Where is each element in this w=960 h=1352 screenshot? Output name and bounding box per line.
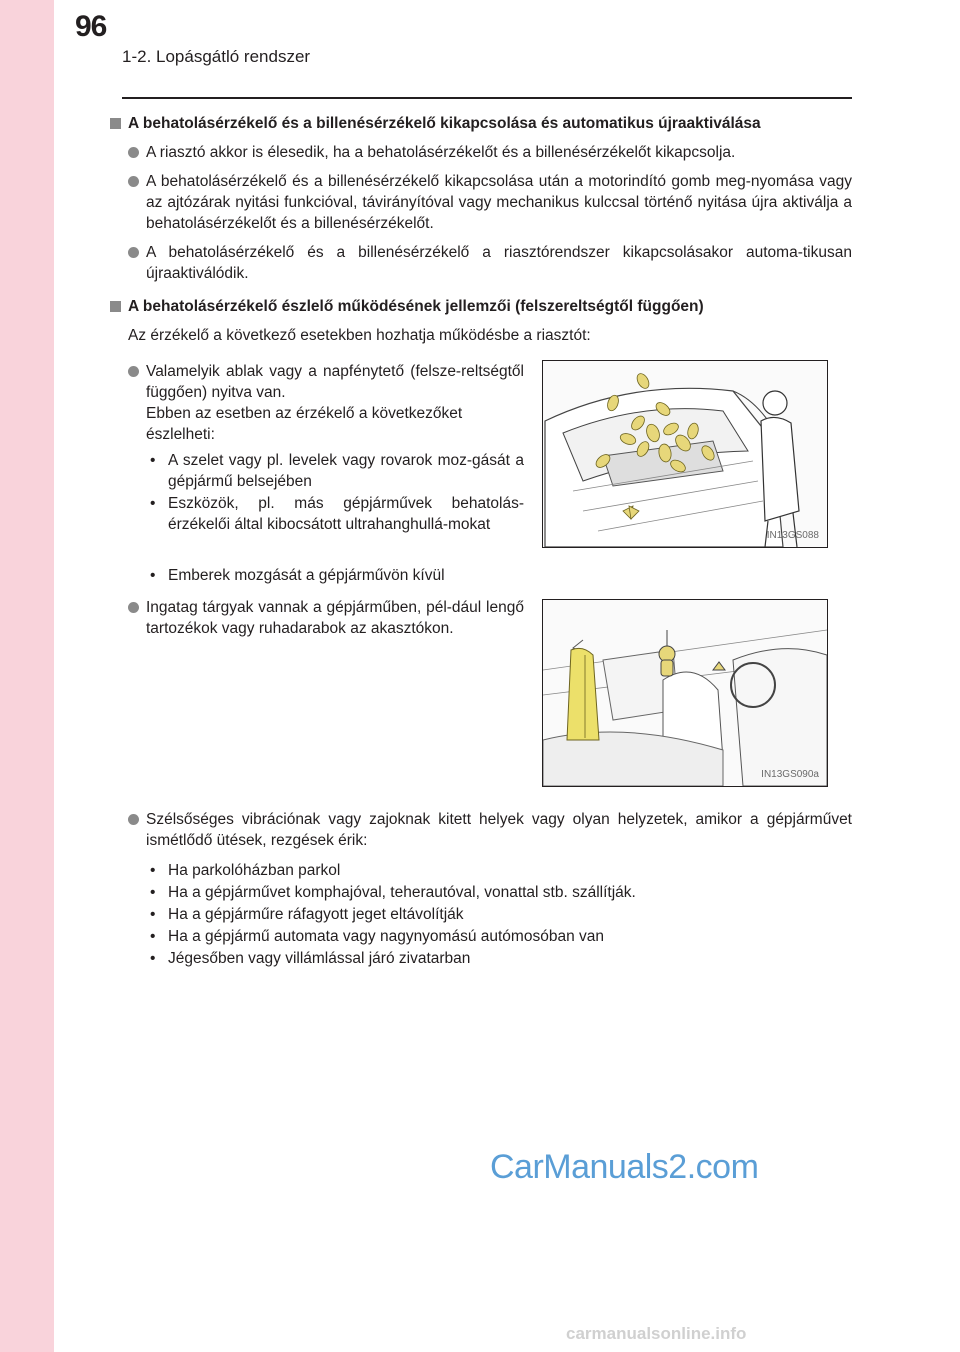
sec2-intro: Az érzékelő a következő esetekben hozhatja működésbe a riasztót: [128,327,591,344]
item3-subitem-5 [150,948,852,969]
sec1-item-3: A behatolásérzékelő és a billenésérzékelő a riasztórendszer kikapcsolásakor automa-tikusan újraaktiválódik. [146,244,852,282]
square-bullet-icon [110,118,121,129]
item1-text2: Ebben az esetben az érzékelő a következőket észlelheti: [146,405,463,443]
sec1-item-2: A behatolásérzékelő és a billenésérzékelő kikapcsolása után a motorindító gomb meg-nyomása vagy az ajtózárak nyitási funkcióval, távirányítóval vagy mechanikus kulccsal történő nyitása újra aktiválja a behatolásérzékelőt és a billenésérzékelőt. [146,173,852,232]
sub-text: Eszközök, pl. más gépjárművek behatolás-érzékelői által kibocsátott ultrahanghullá-mokat [168,495,524,533]
sub-bullet: • [150,495,156,512]
sub-text: Ha parkolóházban parkol [168,862,341,879]
sub-bullet: • [150,862,156,879]
round-bullet-icon [128,147,139,158]
item3-subitem-1 [150,860,852,881]
square-bullet-icon [110,301,121,312]
image-code: IN13GS088 [766,530,819,541]
header-rule [122,97,852,99]
round-bullet-icon [128,366,139,377]
round-bullet-icon [128,247,139,258]
sub-bullet: • [150,928,156,945]
sub-text: Jégesőben vagy villámlással járó zivatarban [168,950,471,967]
footer-watermark: carmanualsonline.info [566,1324,747,1343]
sub-bullet: • [150,452,156,469]
round-bullet-icon [128,602,139,613]
item1-text: Valamelyik ablak vagy a napfénytető (felsze-reltségtől függően) nyitva van. [146,363,524,401]
sunroof-drawing [543,361,827,547]
interior-drawing [543,600,827,786]
sec2-heading: A behatolásérzékelő észlelő működésének jellemzői (felszereltségtől függően) [128,298,704,315]
illustration-sunroof-leaves [542,360,828,548]
sub-bullet: • [150,567,156,584]
sub-text: Emberek mozgását a gépjárművön kívül [168,567,445,584]
item1-subitem-3 [150,565,524,586]
item1-subitem-1 [150,450,524,492]
sec1-heading: A behatolásérzékelő és a billenésérzékelő kikapcsolása és automatikus újraaktiválása [128,115,761,132]
item3-text: Szélsőséges vibrációnak vagy zajoknak kitett helyek vagy olyan helyzetek, amikor a gépjárművet ismétlődő ütések, rezgések érik: [146,811,852,849]
item3-subitem-4 [150,926,852,947]
page-number: 96 [75,10,107,43]
sub-text: Ha a gépjárműre ráfagyott jeget eltávolítják [168,906,464,923]
sub-text: Ha a gépjármű automata vagy nagynyomású autómosóban van [168,928,604,945]
image-code: IN13GS090a [761,769,819,780]
sec1-item-1: A riasztó akkor is élesedik, ha a behatolásérzékelőt és a billenésérzékelőt kikapcsolja. [146,144,736,161]
round-bullet-icon [128,814,139,825]
item3-subitem-3 [150,904,852,925]
page-sidebar-band [0,0,54,1352]
sub-text: Ha a gépjárművet komphajóval, teherautóval, vonattal stb. szállítják. [168,884,636,901]
item3-subitem-2 [150,882,852,903]
section-title: 1-2. Lopásgátló rendszer [122,47,311,66]
sub-bullet: • [150,950,156,967]
item2-text: Ingatag tárgyak vannak a gépjárműben, pél-dául lengő tartozékok vagy ruhadarabok az akasztókon. [146,599,524,637]
illustration-hanging-items [542,599,828,787]
sub-bullet: • [150,906,156,923]
round-bullet-icon [128,176,139,187]
watermark-link[interactable]: CarManuals2.com [490,1148,759,1186]
sub-text: A szelet vagy pl. levelek vagy rovarok moz-gását a gépjármű belsejében [168,452,524,490]
sub-bullet: • [150,884,156,901]
item1-subitem-2 [150,493,524,535]
